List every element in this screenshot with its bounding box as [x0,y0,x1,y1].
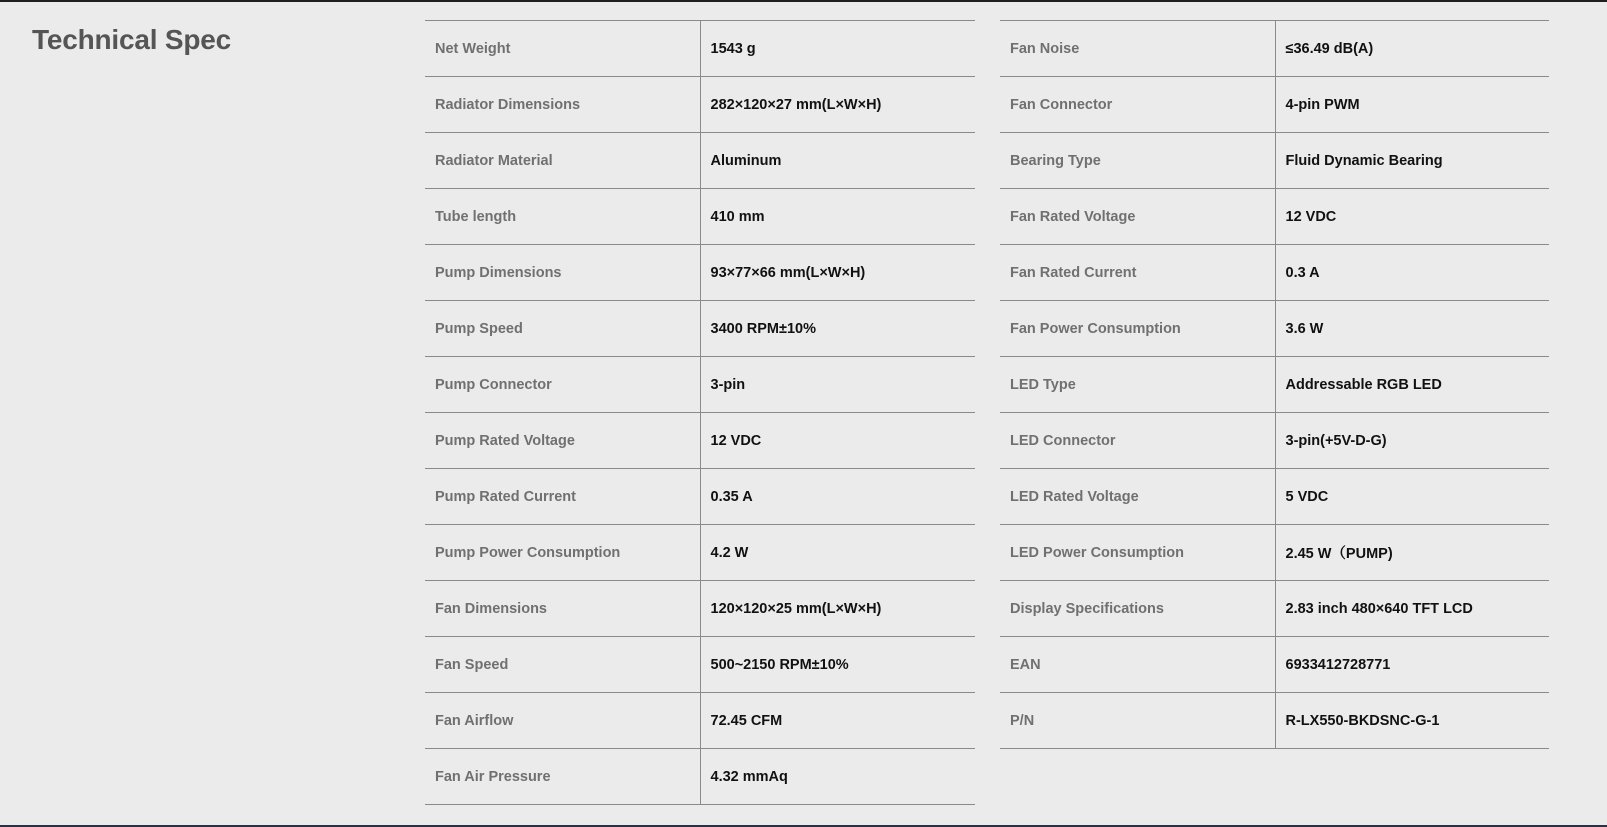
spec-row-radiator-material [425,133,975,189]
spec-value: 3.6 W [1275,301,1549,357]
spec-label: LED Power Consumption [1000,525,1275,581]
spec-label: Radiator Material [425,133,700,189]
spec-value: 12 VDC [1275,189,1549,245]
spec-value: 5 VDC [1275,469,1549,525]
spec-row-fan-speed [425,637,975,693]
spec-row-fan-connector [1000,77,1549,133]
spec-label: Fan Air Pressure [425,749,700,805]
spec-label: Fan Rated Current [1000,245,1275,301]
spec-row-pump-dimensions [425,245,975,301]
spec-row-tube-length [425,189,975,245]
spec-label: Pump Connector [425,357,700,413]
spec-label: Fan Power Consumption [1000,301,1275,357]
spec-label: P/N [1000,693,1275,749]
page-title: Technical Spec [32,24,231,55]
spec-row-pump-rated-voltage [425,413,975,469]
spec-value: Addressable RGB LED [1275,357,1549,413]
spec-row-fan-power-consumption [1000,301,1549,357]
spec-value: R-LX550-BKDSNC-G-1 [1275,693,1549,749]
spec-value: 4-pin PWM [1275,77,1549,133]
spec-row-net-weight [425,21,975,77]
spec-row-ean [1000,637,1549,693]
spec-row-pump-rated-current [425,469,975,525]
spec-value: 93×77×66 mm(L×W×H) [700,245,975,301]
spec-value: 6933412728771 [1275,637,1549,693]
spec-row-fan-air-pressure [425,749,975,805]
spec-value: ≤36.49 dB(A) [1275,21,1549,77]
spec-value: 3-pin(+5V-D-G) [1275,413,1549,469]
spec-label: Fan Rated Voltage [1000,189,1275,245]
spec-row-bearing-type [1000,133,1549,189]
spec-row-display-specifications [1000,581,1549,637]
spec-label: Radiator Dimensions [425,77,700,133]
spec-label: Fan Connector [1000,77,1275,133]
spec-label: EAN [1000,637,1275,693]
spec-label: Net Weight [425,21,700,77]
spec-value: 410 mm [700,189,975,245]
spec-row-fan-airflow [425,693,975,749]
spec-value: 500~2150 RPM±10% [700,637,975,693]
spec-label: Fan Speed [425,637,700,693]
spec-value: Aluminum [700,133,975,189]
spec-label: Tube length [425,189,700,245]
spec-row-fan-rated-current [1000,245,1549,301]
spec-table-left [425,20,975,805]
spec-value: Fluid Dynamic Bearing [1275,133,1549,189]
spec-row-led-power-consumption [1000,525,1549,581]
spec-row-pump-power-consumption [425,525,975,581]
spec-row-part-number [1000,693,1549,749]
spec-row-led-rated-voltage [1000,469,1549,525]
spec-label: Pump Dimensions [425,245,700,301]
spec-label: Fan Dimensions [425,581,700,637]
spec-label: LED Connector [1000,413,1275,469]
spec-label: Display Specifications [1000,581,1275,637]
spec-label: Pump Rated Current [425,469,700,525]
spec-row-pump-speed [425,301,975,357]
spec-label: Bearing Type [1000,133,1275,189]
spec-label: Pump Power Consumption [425,525,700,581]
spec-label: Pump Speed [425,301,700,357]
spec-value: 3-pin [700,357,975,413]
spec-value: 1543 g [700,21,975,77]
spec-value: 12 VDC [700,413,975,469]
spec-value: 0.3 A [1275,245,1549,301]
spec-label: Fan Airflow [425,693,700,749]
spec-row-led-connector [1000,413,1549,469]
spec-value: 2.83 inch 480×640 TFT LCD [1275,581,1549,637]
spec-row-fan-dimensions [425,581,975,637]
spec-value: 0.35 A [700,469,975,525]
spec-row-pump-connector [425,357,975,413]
spec-value: 72.45 CFM [700,693,975,749]
spec-table-right [1000,20,1549,749]
spec-value: 4.2 W [700,525,975,581]
spec-label: Pump Rated Voltage [425,413,700,469]
spec-row-led-type [1000,357,1549,413]
spec-label: Fan Noise [1000,21,1275,77]
spec-row-fan-rated-voltage [1000,189,1549,245]
spec-row-fan-noise [1000,21,1549,77]
spec-row-radiator-dimensions [425,77,975,133]
spec-label: LED Rated Voltage [1000,469,1275,525]
spec-value: 4.32 mmAq [700,749,975,805]
spec-value: 2.45 W（PUMP) [1275,525,1549,581]
spec-value: 3400 RPM±10% [700,301,975,357]
spec-value: 282×120×27 mm(L×W×H) [700,77,975,133]
spec-value: 120×120×25 mm(L×W×H) [700,581,975,637]
spec-label: LED Type [1000,357,1275,413]
